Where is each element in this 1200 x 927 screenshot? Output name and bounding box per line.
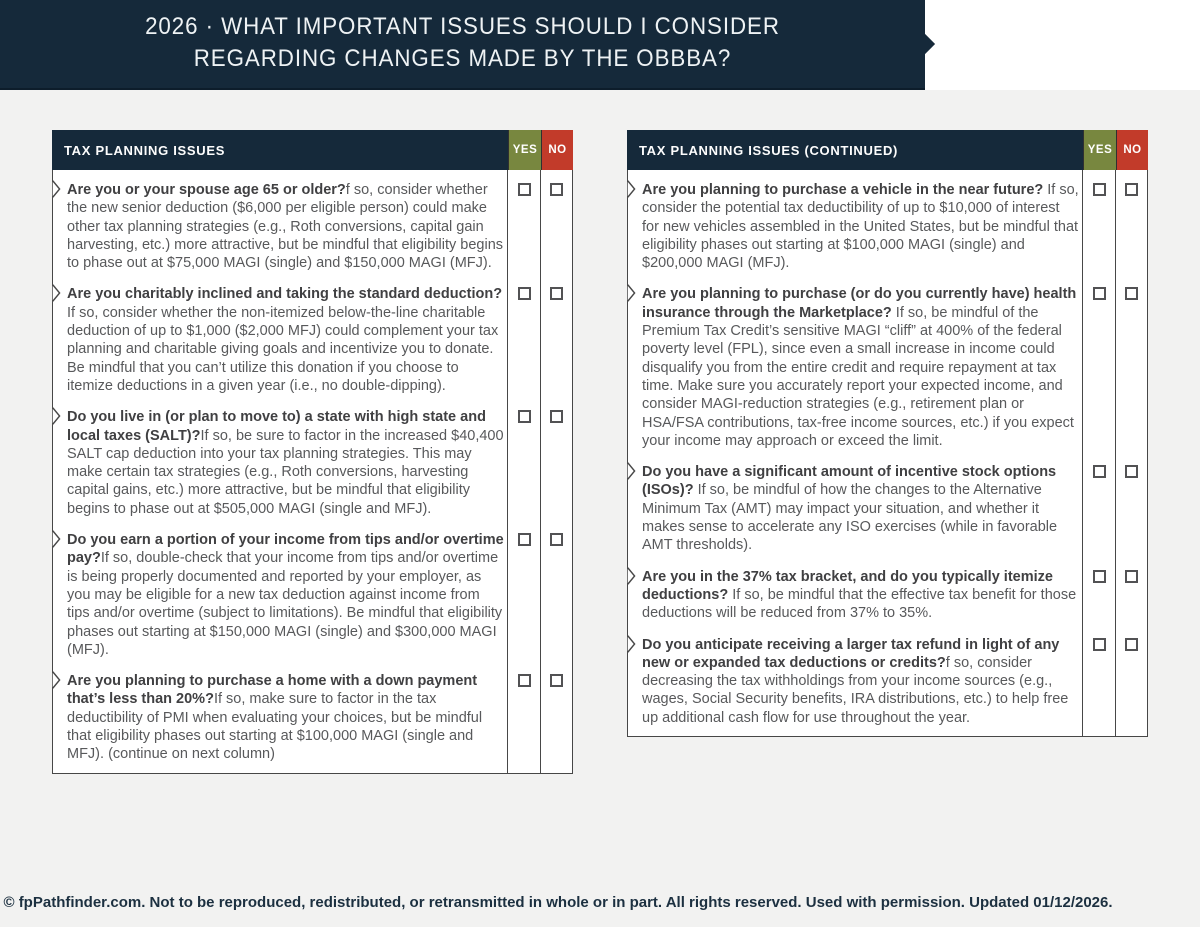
table-title: TAX PLANNING ISSUES xyxy=(52,130,508,170)
page-title-line2: REGARDING CHANGES MADE BY THE OBBBA? xyxy=(193,45,732,72)
yes-cell xyxy=(1082,281,1115,459)
no-checkbox[interactable] xyxy=(550,183,563,196)
checklist-row xyxy=(628,281,1147,459)
banner-row xyxy=(0,0,1200,90)
yes-checkbox[interactable] xyxy=(518,183,531,196)
question-text: Do you live in (or plan to move to) a state with high state and local taxes (SALT)? xyxy=(67,409,486,444)
question-detail: If so, double-check that your income from tips and/or overtime is being properly documented and reported by your employer, as you may be eligible for a new tax deduction against income from tips and/or overtime (subject to limitations). Be mindful that eligibility phases out starting at $150,000 MAGI (single) and $300,000 MAGI (MFJ). xyxy=(67,550,503,658)
question-detail: If so, be mindful that the effective tax benefit for those deductions will be reduced from 37% to 35%. xyxy=(642,586,1077,622)
page-title-line1: 2026 · WHAT IMPORTANT ISSUES SHOULD I CONSIDER xyxy=(145,13,780,40)
checklist-row xyxy=(53,527,572,668)
page-title xyxy=(0,0,925,75)
no-cell xyxy=(540,668,572,772)
no-cell xyxy=(1115,170,1147,281)
row-chevron-icon xyxy=(52,180,61,198)
yes-column-header: YES xyxy=(508,130,541,170)
question-text: Do you earn a portion of your income from tips and/or overtime pay? xyxy=(67,532,504,567)
checklist-row xyxy=(53,668,572,772)
row-chevron-icon xyxy=(52,284,61,302)
question-text: Do you anticipate receiving a larger tax refund in light of any new or expanded tax deductions or credits? xyxy=(642,636,1060,671)
row-chevron-icon xyxy=(627,284,636,302)
question-detail: f so, consider decreasing the tax withholdings from your income sources (e.g., wages, Social Security benefits, IRA distributions, etc.) to help free up additional cash flow for use throughout the year. xyxy=(642,654,1069,726)
no-checkbox[interactable] xyxy=(550,287,563,300)
yes-cell xyxy=(507,404,540,527)
question-cell xyxy=(53,668,507,772)
yes-cell xyxy=(507,281,540,404)
checklist-row xyxy=(53,170,572,281)
no-cell xyxy=(1115,564,1147,632)
no-checkbox[interactable] xyxy=(1125,183,1138,196)
question-detail: If so, make sure to factor in the tax deductibility of PMI when evaluating your choices, but be mindful that eligibility phases out starting at $100,000 MAGI (single and MFJ). (continue on next column) xyxy=(67,691,483,763)
question-detail: If so, be sure to factor in the increased $40,400 SALT cap deduction into your tax planning strategies. This may make certain tax strategies (e.g., Roth conversions, harvesting capital gains, etc.) more attractive, but be mindful that eligibility begins to phase out at $505,000 MAGI (single and MFJ). xyxy=(67,427,504,517)
yes-checkbox[interactable] xyxy=(1093,570,1106,583)
row-chevron-icon xyxy=(627,567,636,585)
checklist-row xyxy=(53,404,572,527)
yes-cell xyxy=(1082,564,1115,632)
question-detail: f so, consider whether the new senior deduction ($6,000 per eligible person) could make other tax planning strategies (e.g., Roth conversions, capital gain harvesting, etc.) more attractive, but be mindful that eligibility begins to phase out at $75,000 MAGI (single) and $150,000 MAGI (MFJ). xyxy=(67,182,504,272)
checklist-row xyxy=(628,459,1147,563)
question-text: Are you planning to purchase a vehicle in the near future? xyxy=(642,182,1044,198)
no-cell xyxy=(1115,459,1147,563)
title-banner xyxy=(0,0,925,90)
question-cell xyxy=(53,281,507,404)
question-text: Are you or your spouse age 65 or older? xyxy=(67,182,346,198)
yes-checkbox[interactable] xyxy=(518,287,531,300)
question-cell xyxy=(628,170,1082,281)
checklist-row xyxy=(628,564,1147,632)
checklist-row xyxy=(628,632,1147,736)
question-detail: If so, consider the potential tax deductibility of up to $10,000 of interest for new vehicles assembled in the United States, but be mindful that eligibility phases out starting at $100,000 MAGI (single) and $200,000 MAGI (MFJ). xyxy=(642,182,1079,272)
checklist-row xyxy=(628,170,1147,281)
yes-cell xyxy=(507,668,540,772)
row-chevron-icon xyxy=(52,407,61,425)
question-text: Are you charitably inclined and taking the standard deduction? xyxy=(67,286,503,303)
table-header xyxy=(627,130,1148,170)
no-checkbox[interactable] xyxy=(550,410,563,423)
question-cell xyxy=(628,632,1082,736)
table-title: TAX PLANNING ISSUES (CONTINUED) xyxy=(627,130,1083,170)
question-cell xyxy=(628,281,1082,459)
question-cell xyxy=(53,527,507,668)
question-text: Are you planning to purchase a home with a down payment that’s less than 20%? xyxy=(67,673,478,708)
no-checkbox[interactable] xyxy=(1125,287,1138,300)
yes-checkbox[interactable] xyxy=(518,674,531,687)
yes-checkbox[interactable] xyxy=(1093,465,1106,478)
no-checkbox[interactable] xyxy=(550,533,563,546)
yes-cell xyxy=(507,170,540,281)
yes-checkbox[interactable] xyxy=(1093,287,1106,300)
row-chevron-icon xyxy=(627,180,636,198)
question-detail: If so, consider whether the non-itemized below-the-line charitable deduction of up to $1,000 ($2,000 MFJ) could complement your tax planning and charitable giving goals and incentivize you to donate. Be mindful that you can’t utilize this donation if you choose to itemize deductions in a given year (i.e., no double-dipping). xyxy=(67,304,499,394)
yes-cell xyxy=(1082,170,1115,281)
question-text: Are you planning to purchase (or do you currently have) health insurance through the Marketplace? xyxy=(642,286,1077,321)
table-body xyxy=(52,170,573,774)
no-cell xyxy=(1115,281,1147,459)
no-cell xyxy=(540,527,572,668)
no-cell xyxy=(540,170,572,281)
no-checkbox[interactable] xyxy=(1125,638,1138,651)
yes-checkbox[interactable] xyxy=(1093,638,1106,651)
question-detail: If so, be mindful of how the changes to the Alternative Minimum Tax (AMT) may impact your situation, and whether it makes sense to accelerate any ISO exercises (while in favorable AMT thresholds). xyxy=(642,482,1058,554)
question-cell xyxy=(628,564,1082,632)
question-text: Do you have a significant amount of incentive stock options (ISOs)? xyxy=(642,464,1057,499)
question-cell xyxy=(53,404,507,527)
table-body xyxy=(627,170,1148,737)
yes-column-header: YES xyxy=(1083,130,1116,170)
question-text: Are you in the 37% tax bracket, and do you typically itemize deductions? xyxy=(642,568,1053,603)
copyright-footer: © fpPathfinder.com. Not to be reproduced, redistributed, or retransmitted in whole or in part. All rights reserved. Used with permission. Updated 01/12/2026. xyxy=(3,894,1113,911)
tax-planning-issues-continued-table xyxy=(627,130,1148,737)
question-detail: If so, be mindful of the Premium Tax Credit’s sensitive MAGI “cliff” at 400% of the federal poverty level (FPL), since even a small increase in income could disqualify you from the entire credit and require repayment at tax time. Make sure you accurately report your expected income, and consider MAGI-reduction strategies (e.g., retirement plan or HSA/FSA contributions, tax-free income sources, etc.) if you expect your income may approach or exceed the limit. xyxy=(642,304,1074,449)
table-header xyxy=(52,130,573,170)
row-chevron-icon xyxy=(627,635,636,653)
no-column-header: NO xyxy=(1116,130,1148,170)
no-cell xyxy=(1115,632,1147,736)
row-chevron-icon xyxy=(52,530,61,548)
no-cell xyxy=(540,404,572,527)
no-checkbox[interactable] xyxy=(1125,465,1138,478)
question-cell xyxy=(53,170,507,281)
yes-checkbox[interactable] xyxy=(1093,183,1106,196)
no-column-header: NO xyxy=(541,130,573,170)
yes-checkbox[interactable] xyxy=(518,410,531,423)
no-checkbox[interactable] xyxy=(550,674,563,687)
row-chevron-icon xyxy=(52,671,61,689)
checklist-row xyxy=(53,281,572,404)
yes-checkbox[interactable] xyxy=(518,533,531,546)
question-cell xyxy=(628,459,1082,563)
no-cell xyxy=(540,281,572,404)
row-chevron-icon xyxy=(627,462,636,480)
yes-cell xyxy=(1082,459,1115,563)
yes-cell xyxy=(507,527,540,668)
tax-planning-issues-table xyxy=(52,130,573,774)
yes-cell xyxy=(1082,632,1115,736)
no-checkbox[interactable] xyxy=(1125,570,1138,583)
